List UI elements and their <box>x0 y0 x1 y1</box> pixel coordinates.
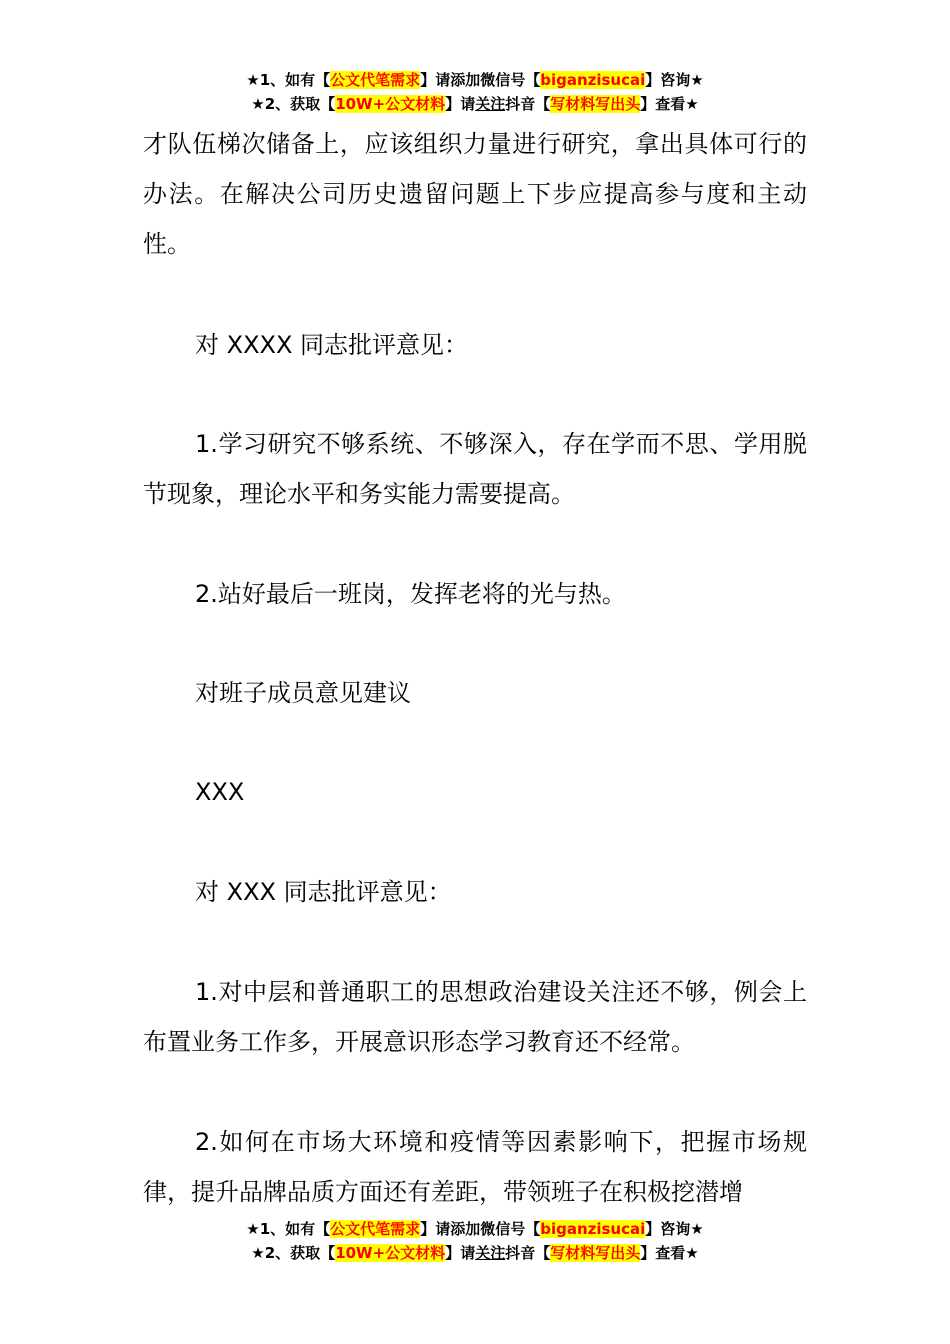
promo-banner-line-2: ★2、获取【10W+公文材料】请关注抖音【写材料写出头】查看★ <box>251 95 699 113</box>
douyin-highlight: 写材料写出头 <box>550 1244 641 1262</box>
section-heading: 对班子成员意见建议 <box>195 679 411 707</box>
paragraph-continued: 才队伍梯次储备上，应该组织力量进行研究，拿出具体可行的办法。在解决公司历史遗留问题上下步应提高参与度和主动性。 <box>143 130 807 258</box>
promo-highlight: 10W+公文材料 <box>335 95 446 113</box>
list-item: 2.如何在市场大环境和疫情等因素影响下，把握市场规律，提升品牌品质方面还有差距，带领班子在积极挖潜增 <box>143 1128 807 1206</box>
douyin-highlight: 写材料写出头 <box>550 95 641 113</box>
list-item: 1.对中层和普通职工的思想政治建设关注还不够，例会上布置业务工作多，开展意识形态学习教育还不经常。 <box>143 978 807 1056</box>
section-heading: 对 XXXX 同志批评意见： <box>195 331 469 359</box>
promo-banner-line-1: ★1、如有【公文代笔需求】请添加微信号【biganzisucai】咨询★ <box>246 71 704 89</box>
list-item: 1.学习研究不够系统、不够深入，存在学而不思、学用脱节现象，理论水平和务实能力需要提高。 <box>143 430 807 508</box>
promo-highlight: 公文代笔需求 <box>330 71 421 89</box>
wechat-id-highlight: biganzisucai <box>540 1220 646 1238</box>
wechat-id-highlight: biganzisucai <box>540 71 646 89</box>
promo-banner-footer-line-1: ★1、如有【公文代笔需求】请添加微信号【biganzisucai】咨询★ <box>246 1220 704 1238</box>
promo-banner-footer-line-2: ★2、获取【10W+公文材料】请关注抖音【写材料写出头】查看★ <box>251 1244 699 1262</box>
list-item: 2.站好最后一班岗，发挥老将的光与热。 <box>195 580 626 608</box>
section-heading: 对 XXX 同志批评意见： <box>195 878 452 906</box>
name-line: XXX <box>195 778 245 806</box>
promo-highlight: 公文代笔需求 <box>330 1220 421 1238</box>
promo-highlight: 10W+公文材料 <box>335 1244 446 1262</box>
